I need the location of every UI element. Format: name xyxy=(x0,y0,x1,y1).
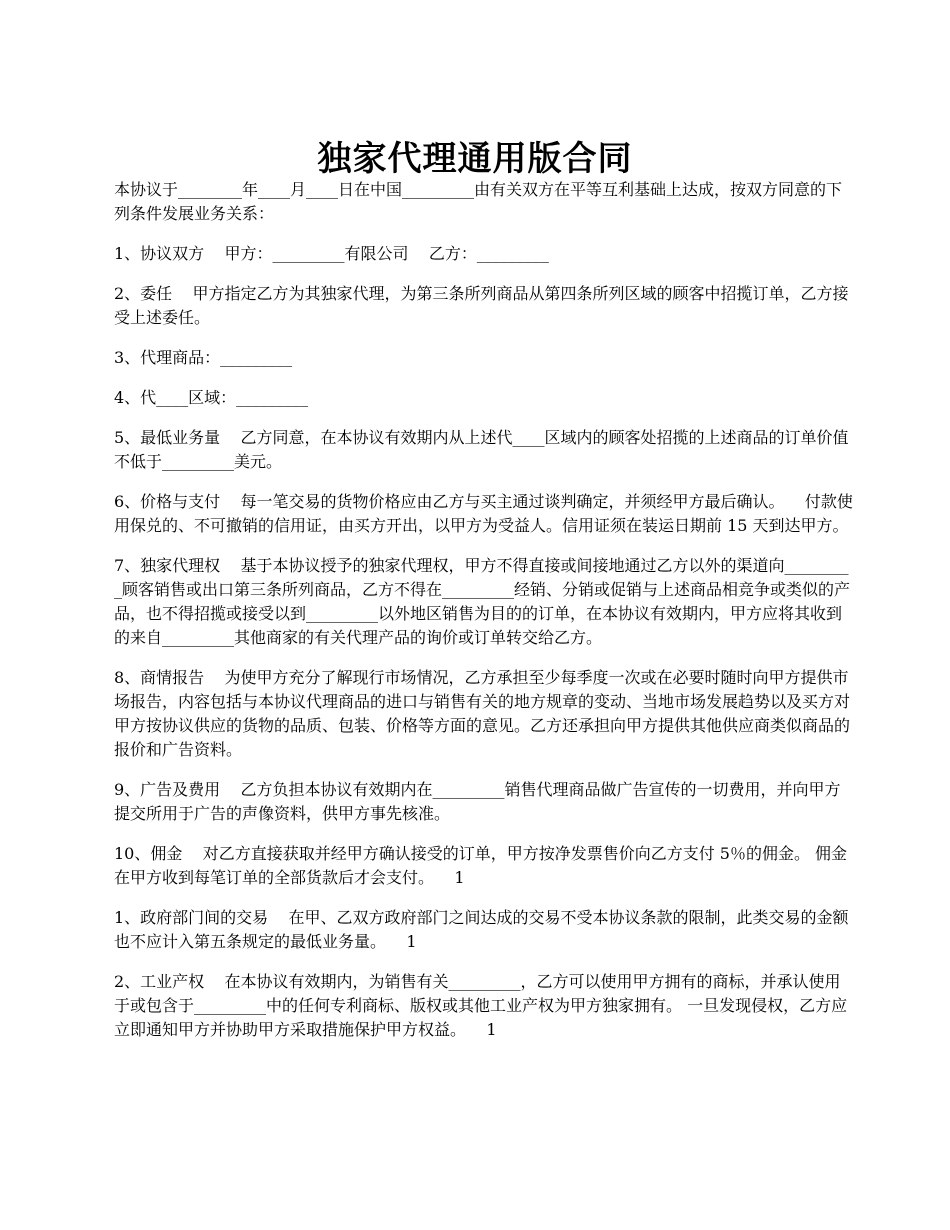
clause-territory: 4、代____区域：_________ xyxy=(114,388,309,407)
clause-exclusive-right: 7、独家代理权 基于本协议授予的独家代理权，甲方不得直接或间接地通过乙方以外的渠道向_________顾客销售或出口第三条所列商品，乙方不得在_________经销、分销或促销与上述商品相竞争或类似的产品，也不得招揽或接受以到_________以外地区销售为目的的订单，在本协议有效期内，甲方应将其收到的来自_________其他商家的有关代理产品的询价或订单转交给乙方。 xyxy=(114,556,851,647)
clause-advertising: 9、广告及费用 乙方负担本协议有效期内在_________销售代理商品做广告宣传的一切费用，并向甲方提交所用于广告的声像资料，供甲方事先核准。 xyxy=(114,780,841,823)
document-title: 独家代理通用版合同 xyxy=(317,138,633,179)
clause-industrial-property: 2、工业产权 在本协议有效期内，为销售有关_________，乙方可以使用甲方拥有的商标，并承认使用于或包含于_________中的任何专利商标、版权或其他工业产权为甲方独家拥有。 一旦发现侵权，乙方应立即通知甲方并协助甲方采取措施保护甲方权益。 1 xyxy=(114,972,848,1039)
clause-market-report: 8、商情报告 为使甲方充分了解现行市场情况，乙方承担至少每季度一次或在必要时随时向甲方提供市场报告，内容包括与本协议代理商品的进口与销售有关的地方规章的变动、当地市场发展趋势以及买方对甲方按协议供应的货物的品质、包装、价格等方面的意见。乙方还承担向甲方提供其他供应商类似商品的报价和广告资料。 xyxy=(114,668,851,759)
clause-commission: 10、佣金 对乙方直接获取并经甲方确认接受的订单，甲方按净发票售价向乙方支付 5％的佣金。 佣金在甲方收到每笔订单的全部货款后才会支付。 1 xyxy=(114,844,848,887)
document-body xyxy=(114,178,854,1058)
clause-government-transactions: 1、政府部门间的交易 在甲、乙双方政府部门之间达成的交易不受本协议条款的限制，此类交易的金额也不应计入第五条规定的最低业务量。 1 xyxy=(114,908,849,951)
clause-appointment: 2、委任 甲方指定乙方为其独家代理，为第三条所列商品从第四条所列区域的顾客中招揽订单，乙方接受上述委任。 xyxy=(114,284,849,327)
clause-parties: 1、协议双方 甲方：_________有限公司 乙方：_________ xyxy=(114,244,549,263)
clause-products: 3、代理商品：_________ xyxy=(114,348,293,367)
preamble-paragraph: 本协议于________年____月____日在中国_________由有关双方在平等互利基础上达成，按双方同意的下列条件发展业务关系： xyxy=(114,180,843,223)
clause-minimum-turnover: 5、最低业务量 乙方同意，在本协议有效期内从上述代____区域内的顾客处招揽的上述商品的订单价值不低于_________美元。 xyxy=(114,428,849,471)
clause-price-payment: 6、价格与支付 每一笔交易的货物价格应由乙方与买主通过谈判确定，并须经甲方最后确认。 付款使用保兑的、不可撤销的信用证，由买方开出，以甲方为受益人。信用证须在装运日期前 15 天到达甲方。 xyxy=(114,492,853,535)
